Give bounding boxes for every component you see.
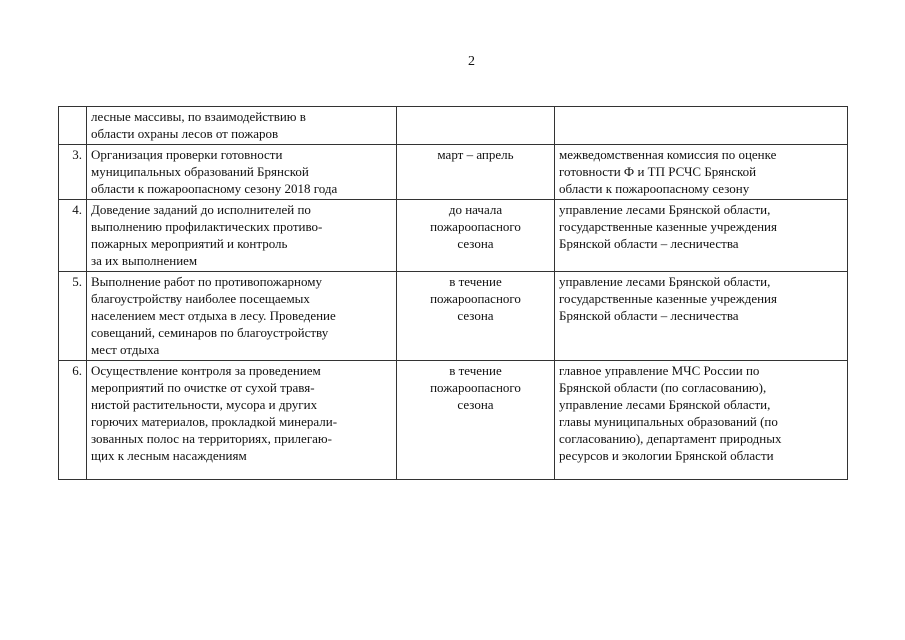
term-line: пожароопасного: [430, 291, 521, 306]
row-number: 6.: [59, 361, 87, 480]
table-row: [59, 361, 848, 480]
activity-line: горючих материалов, прокладкой минерали-: [91, 414, 338, 429]
row-number: 3.: [59, 145, 87, 200]
term-line: до начала: [448, 202, 503, 217]
activity-line: мероприятий по очистке от сухой травя-: [91, 380, 315, 395]
term-line: в течение: [449, 363, 502, 378]
term-cell: [397, 361, 555, 480]
responsible-line: Брянской области – лесничества: [559, 308, 739, 323]
activity-line: Доведение заданий до исполнителей по: [91, 202, 311, 217]
term-line: сезона: [457, 308, 494, 323]
responsible-line: ресурсов и экологии Брянской области: [559, 448, 774, 463]
table-row: [59, 200, 848, 272]
activity-line: муниципальных образований Брянской: [91, 164, 309, 179]
responsible-cell: [555, 200, 848, 272]
responsible-line: управление лесами Брянской области,: [559, 202, 771, 217]
term-line: пожароопасного: [430, 219, 521, 234]
activity-line: Осуществление контроля за проведением: [91, 363, 321, 378]
activity-line: зованных полос на территориях, прилегаю-: [91, 431, 332, 446]
row-number: [59, 107, 87, 145]
responsible-cell: [555, 272, 848, 361]
fire-safety-plan-table: [58, 106, 848, 480]
responsible-line: Брянской области (по согласованию),: [559, 380, 767, 395]
activity-line: населением мест отдыха в лесу. Проведение: [91, 308, 336, 323]
responsible-line: готовности Ф и ТП РСЧС Брянской: [559, 164, 757, 179]
responsible-line: области к пожароопасному сезону: [559, 181, 750, 196]
responsible-cell: [555, 361, 848, 480]
activity-cell: [87, 361, 397, 480]
activity-cell: [87, 200, 397, 272]
activity-line: лесные массивы, по взаимодействию в: [91, 109, 306, 124]
table-row: [59, 272, 848, 361]
activity-cell: [87, 145, 397, 200]
activity-line: щих к лесным насаждениям: [91, 448, 247, 463]
activity-line: Выполнение работ по противопожарному: [91, 274, 322, 289]
term-line: сезона: [457, 236, 494, 251]
activity-line: за их выполнением: [91, 253, 198, 268]
term-cell: [397, 107, 555, 145]
responsible-line: межведомственная комиссия по оценке: [559, 147, 777, 162]
responsible-line: согласованию), департамент природных: [559, 431, 782, 446]
activity-line: области охраны лесов от пожаров: [91, 126, 279, 141]
responsible-cell: [555, 107, 848, 145]
responsible-cell: [555, 145, 848, 200]
term-line: март – апрель: [437, 147, 514, 162]
activity-line: мест отдыха: [91, 342, 160, 357]
activity-line: Организация проверки готовности: [91, 147, 283, 162]
term-line: пожароопасного: [430, 380, 521, 395]
term-cell: [397, 200, 555, 272]
term-cell: [397, 272, 555, 361]
term-cell: [397, 145, 555, 200]
activity-cell: [87, 107, 397, 145]
responsible-line: главы муниципальных образований (по: [559, 414, 778, 429]
responsible-line: государственные казенные учреждения: [559, 291, 777, 306]
activity-line: выполнению профилактических противо-: [91, 219, 323, 234]
activity-line: благоустройству наиболее посещаемых: [91, 291, 310, 306]
row-number: 5.: [59, 272, 87, 361]
activity-cell: [87, 272, 397, 361]
activity-line: области к пожароопасному сезону 2018 года: [91, 181, 338, 196]
responsible-line: управление лесами Брянской области,: [559, 397, 771, 412]
row-number: 4.: [59, 200, 87, 272]
page-number: 2: [468, 54, 475, 69]
term-line: сезона: [457, 397, 494, 412]
responsible-line: Брянской области – лесничества: [559, 236, 739, 251]
responsible-line: государственные казенные учреждения: [559, 219, 777, 234]
table-row: [59, 145, 848, 200]
table-row: [59, 107, 848, 145]
term-line: в течение: [449, 274, 502, 289]
activity-line: пожарных мероприятий и контроль: [91, 236, 288, 251]
plan-table-body: [59, 107, 848, 480]
responsible-line: управление лесами Брянской области,: [559, 274, 771, 289]
responsible-line: главное управление МЧС России по: [559, 363, 760, 378]
activity-line: совещаний, семинаров по благоустройству: [91, 325, 329, 340]
activity-line: нистой растительности, мусора и других: [91, 397, 318, 412]
